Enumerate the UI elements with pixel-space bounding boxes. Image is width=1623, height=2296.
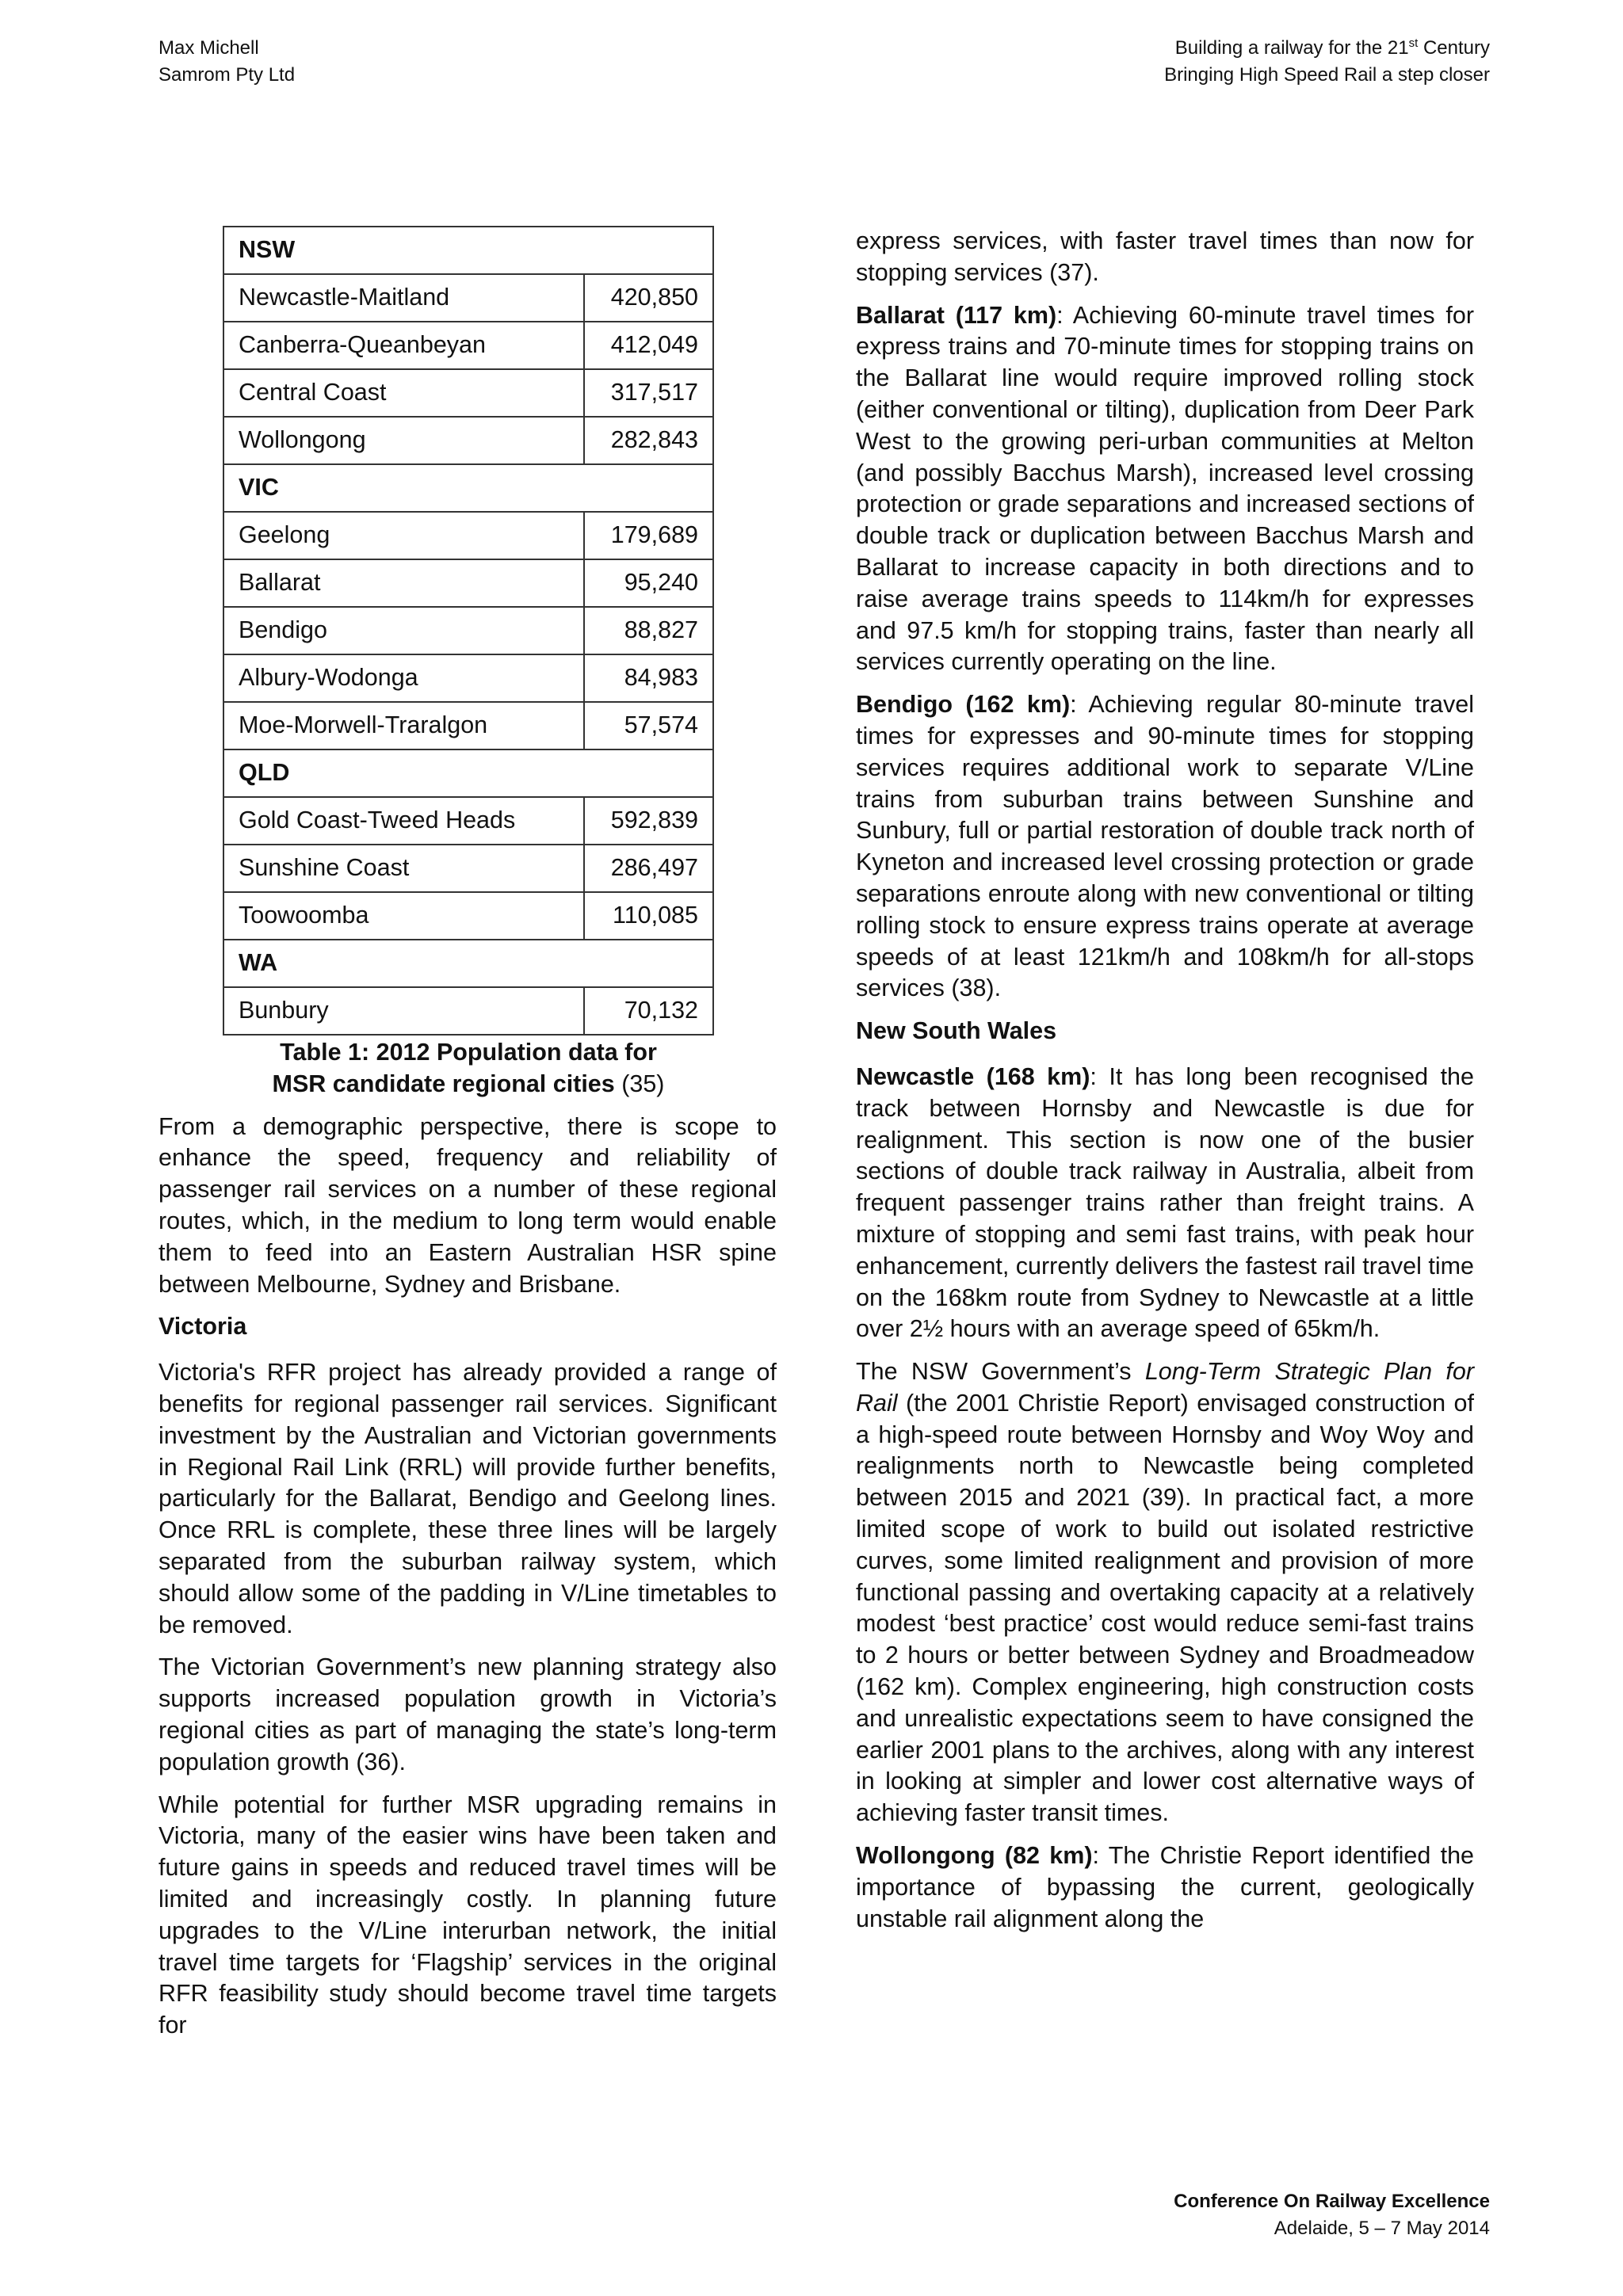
population-value: 95,240 <box>584 559 713 607</box>
population-value: 317,517 <box>584 369 713 417</box>
paper-subtitle: Bringing High Speed Rail a step closer <box>1164 64 1490 86</box>
paragraph-msr: While potential for further MSR upgrading remains in Victoria, many of the easier wins have been taken and future gains in speeds and reduced travel times will be limited and increasingly costly. In planning future upgrades to the V/Line interurban network, the initial travel time targets for ‘Flagship’ services in the original RFR feasibility study should become travel time targets for <box>158 1791 777 2039</box>
city-name: Bendigo <box>223 607 584 654</box>
population-value: 70,132 <box>584 987 713 1035</box>
city-name: Moe-Morwell-Traralgon <box>223 702 584 749</box>
table-row <box>223 845 713 892</box>
table-row <box>223 274 713 322</box>
population-value: 282,843 <box>584 417 713 464</box>
population-value: 84,983 <box>584 654 713 702</box>
population-value: 286,497 <box>584 845 713 892</box>
author-name: Max Michell <box>158 37 259 59</box>
company-name: Samrom Pty Ltd <box>158 64 296 86</box>
population-table <box>223 226 714 1035</box>
table-state-row <box>223 227 713 274</box>
paragraph-demographic: From a demographic perspective, there is scope to enhance the speed, frequency and reliability of passenger rail services on a number of these regional routes, which, in the medium to long term would enable them to feed into an Eastern Australian HSR spine between Melbourne, Sydney and Brisbane. <box>158 1112 777 1298</box>
city-name: Bunbury <box>223 987 584 1035</box>
paragraph-newcastle: Newcastle (168 km): It has long been recognised the track between Hornsby and Newcastle is due for realignment. This section is now one of the busier sections of double track railway in Australia, albeit from frequent passenger trains rather than freight trains. A mixture of stopping and semi fast trains, with peak hour enhancement, currently delivers the fastest rail travel time on the 168km route from Sydney to Newcastle at a little over 2½ hours with an average speed of 65km/h. <box>856 1062 1474 1343</box>
state-header: NSW <box>223 227 713 274</box>
city-name: Toowoomba <box>223 892 584 940</box>
state-header: VIC <box>223 464 713 512</box>
paragraph-planning: The Victorian Government’s new planning strategy also supports increased population growth in Victoria’s regional cities as part of managing the state’s long-term population growth (36). <box>158 1653 777 1775</box>
city-name: Central Coast <box>223 369 584 417</box>
table-row <box>223 417 713 464</box>
city-name: Wollongong <box>223 417 584 464</box>
left-column <box>158 226 777 2053</box>
table-row <box>223 702 713 749</box>
population-value: 57,574 <box>584 702 713 749</box>
city-name: Newcastle-Maitland <box>223 274 584 322</box>
city-name: Ballarat <box>223 559 584 607</box>
table-row <box>223 987 713 1035</box>
table-row <box>223 797 713 845</box>
table-row <box>223 654 713 702</box>
table-row <box>223 322 713 369</box>
heading-nsw: New South Wales <box>856 1017 1057 1045</box>
city-name: Gold Coast-Tweed Heads <box>223 797 584 845</box>
population-value: 592,839 <box>584 797 713 845</box>
paragraph-express: express services, with faster travel times than now for stopping services (37). <box>856 227 1474 286</box>
population-value: 420,850 <box>584 274 713 322</box>
city-name: Sunshine Coast <box>223 845 584 892</box>
population-value: 110,085 <box>584 892 713 940</box>
city-name: Geelong <box>223 512 584 559</box>
paragraph-rfr: Victoria's RFR project has already provided a range of benefits for regional passenger rail services. Significant investment by the Australian and Victorian governments in Regional Rail Link (RRL) will provide further benefits, particularly for the Ballarat, Bendigo and Geelong lines. Once RRL is complete, these three lines will be largely separated from the suburban railway system, which should allow some of the padding in V/Line timetables to be removed. <box>158 1359 777 1638</box>
table-state-row <box>223 749 713 797</box>
page-header-left <box>158 35 295 89</box>
city-name: Albury-Wodonga <box>223 654 584 702</box>
table-state-row <box>223 940 713 987</box>
paper-title: Building a railway for the 21st Century <box>1174 36 1490 59</box>
population-value: 412,049 <box>584 322 713 369</box>
table-row <box>223 607 713 654</box>
population-value: 88,827 <box>584 607 713 654</box>
paragraph-strategic-plan: The NSW Government’s Long-Term Strategic Plan for Rail (the 2001 Christie Report) envisaged construction of a high-speed route between Hornsby and Woy Woy and realignments north to Newcastle being completed between 2015 and 2021 (39). In practical fact, a more limited scope of work to build out isolated restrictive curves, some limited realignment and provision of more functional passing and overtaking capacity at a relatively modest ‘best practice’ cost would reduce semi-fast trains to 2 hours or better between Sydney and Broadmeadow (162 km). Complex engineering, high construction costs and unrealistic expectations seem to have consigned the earlier 2001 plans to the archives, along with any interest in looking at simpler and lower cost alternative ways of achieving faster transit times. <box>856 1358 1474 1827</box>
right-column <box>856 226 1474 1946</box>
conference-location: Adelaide, 5 – 7 May 2014 <box>1274 2218 1490 2239</box>
state-header: QLD <box>223 749 713 797</box>
table-caption: Table 1: 2012 Population data for MSR candidate regional cities (35) <box>272 1039 665 1097</box>
table-state-row <box>223 464 713 512</box>
table-row <box>223 559 713 607</box>
state-header: WA <box>223 940 713 987</box>
city-name: Canberra-Queanbeyan <box>223 322 584 369</box>
conference-name: Conference On Railway Excellence <box>1174 2191 1490 2212</box>
table-row <box>223 512 713 559</box>
table-row <box>223 892 713 940</box>
population-value: 179,689 <box>584 512 713 559</box>
page-header-right <box>1164 35 1490 89</box>
table-row <box>223 369 713 417</box>
page-footer <box>1174 2188 1490 2242</box>
paragraph-ballarat: Ballarat (117 km): Achieving 60-minute travel times for express trains and 70-minute times for stopping trains on the Ballarat line would require improved rolling stock (either conventional or tilting), duplication from Deer Park West to the growing peri-urban communities at Melton (and possibly Bacchus Marsh), increased level crossing protection or grade separations and increased sections of double track or duplication between Bacchus Marsh and Ballarat to increase capacity in both directions and to raise average trains speeds to 114km/h for expresses and 97.5 km/h for stopping trains, faster than nearly all services currently operating on the line. <box>856 301 1475 676</box>
paragraph-wollongong: Wollongong (82 km): The Christie Report identified the importance of bypassing the current, geologically unstable rail alignment along the <box>856 1842 1474 1932</box>
heading-victoria: Victoria <box>158 1313 247 1341</box>
paragraph-bendigo: Bendigo (162 km): Achieving regular 80-minute travel times for expresses and 90-minute times for stopping services requires additional work to separate V/Line trains from suburban trains between Sunshine and Sunbury, full or partial restoration of double track north of Kyneton and increased level crossing protection or grade separations enroute along with new conventional or tilting rolling stock to ensure express trains operate at average speeds of at least 121km/h and 108km/h for all-stops services (38). <box>856 691 1474 1002</box>
